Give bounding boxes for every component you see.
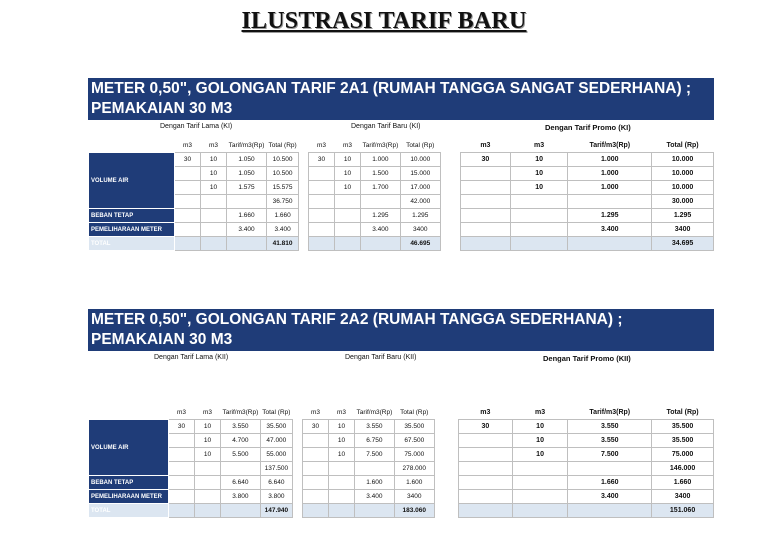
cell-tarif: 3.800: [221, 490, 261, 504]
cell-total: 41.810: [267, 237, 299, 251]
cell-m3a: [303, 490, 329, 504]
cell-m3a: [459, 448, 513, 462]
table-row: [459, 476, 714, 490]
table-row: [309, 209, 441, 223]
cell-m3b: 10: [195, 420, 221, 434]
cell-total: 34.695: [652, 237, 714, 251]
cell-tarif: 1.500: [361, 167, 401, 181]
cell-total: 10.000: [400, 153, 440, 167]
table-row: [459, 490, 714, 504]
cell-m3b: [335, 223, 361, 237]
section-banner: [88, 78, 714, 120]
table-header-row: [303, 406, 435, 420]
cell-tarif: 1.000: [568, 153, 652, 167]
table-row: [459, 420, 714, 434]
cell-m3b: [329, 462, 355, 476]
table-row: [89, 504, 293, 518]
cell-m3b: [335, 195, 361, 209]
cell-m3a: 30: [309, 153, 335, 167]
cell-tarif: 3.550: [568, 420, 652, 434]
column-header-total: Total (Rp): [406, 142, 435, 149]
cell-tarif: 1.295: [361, 209, 401, 223]
cell-tarif: [227, 195, 267, 209]
table-row: [89, 490, 293, 504]
cell-tarif: 3.400: [568, 490, 652, 504]
cell-m3a: [309, 209, 335, 223]
cell-m3a: [303, 462, 329, 476]
cell-m3b: 10: [510, 153, 568, 167]
cell-total: 15.575: [267, 181, 299, 195]
table-row: [89, 476, 293, 490]
table-row: [89, 420, 293, 434]
cell-m3a: [459, 476, 513, 490]
column-header-m3b: m3: [208, 142, 219, 149]
cell-tarif: 3.400: [361, 223, 401, 237]
column-header-m3a: m3: [176, 409, 187, 416]
cell-m3a: [461, 195, 511, 209]
column-header-m3a: m3: [316, 142, 327, 149]
cell-tarif: 3.400: [355, 490, 395, 504]
table-captions: [88, 120, 714, 136]
tariff-table-lama: [88, 139, 299, 251]
cell-total: 10.000: [652, 167, 714, 181]
cell-m3b: [510, 209, 568, 223]
cell-m3a: [303, 476, 329, 490]
caption-tarif-lama: Dengan Tarif Lama (KII): [154, 354, 229, 361]
cell-total: 47.000: [260, 434, 292, 448]
cell-m3a: [459, 504, 513, 518]
tariff-table-promo: [458, 406, 714, 518]
column-header-m3b: m3: [342, 142, 353, 149]
cell-m3a: [461, 167, 511, 181]
cell-total: 3400: [394, 490, 434, 504]
cell-m3a: 30: [461, 153, 511, 167]
cell-total: 55.000: [260, 448, 292, 462]
cell-m3b: [329, 476, 355, 490]
cell-tarif: [355, 462, 395, 476]
row-label-volume-air: VOLUME AIR: [89, 153, 175, 209]
row-label-pemeliharaan: PEMELIHARAAN METER: [89, 223, 175, 237]
cell-m3b: 10: [510, 167, 568, 181]
cell-total: 35.500: [260, 420, 292, 434]
table-captions: [88, 351, 714, 367]
column-header-m3a: m3: [310, 409, 321, 416]
cell-total: 1.660: [652, 476, 714, 490]
row-label-beban: BEBAN TETAP: [89, 209, 175, 223]
cell-tarif: 7.500: [355, 448, 395, 462]
cell-m3b: [512, 490, 568, 504]
cell-tarif: 1.660: [568, 476, 652, 490]
cell-tarif: 3.550: [221, 420, 261, 434]
cell-tarif: 3.400: [227, 223, 267, 237]
table-row: [461, 195, 714, 209]
cell-total: 151.060: [652, 504, 714, 518]
cell-m3b: 10: [510, 181, 568, 195]
cell-total: 1.295: [400, 209, 440, 223]
cell-total: 67.500: [394, 434, 434, 448]
cell-m3a: [169, 490, 195, 504]
cell-m3b: 10: [512, 434, 568, 448]
cell-total: 10.500: [267, 153, 299, 167]
cell-m3b: 10: [329, 420, 355, 434]
cell-m3a: [309, 167, 335, 181]
cell-tarif: 1.000: [568, 181, 652, 195]
cell-m3a: [303, 504, 329, 518]
cell-total: 147.940: [260, 504, 292, 518]
cell-m3b: 10: [201, 181, 227, 195]
cell-m3b: 10: [329, 434, 355, 448]
table-row: [461, 181, 714, 195]
column-header-m3b: m3: [202, 409, 213, 416]
cell-total: 3.400: [267, 223, 299, 237]
cell-total: 10.000: [652, 181, 714, 195]
cell-total: 1.660: [267, 209, 299, 223]
table-row: [89, 237, 299, 251]
table-row: [303, 490, 435, 504]
cell-m3a: 30: [303, 420, 329, 434]
cell-m3a: [461, 209, 511, 223]
cell-total: 183.060: [394, 504, 434, 518]
column-header-m3b: m3: [535, 409, 546, 416]
banner-line-2: PEMAKAIAN 30 M3: [91, 331, 233, 348]
cell-tarif: 5.500: [221, 448, 261, 462]
cell-m3a: [309, 195, 335, 209]
table-row: [303, 420, 435, 434]
cell-m3b: 10: [195, 434, 221, 448]
caption-tarif-promo: Dengan Tarif Promo (KII): [543, 354, 631, 363]
cell-m3b: 10: [512, 448, 568, 462]
row-label-pemeliharaan: PEMELIHARAAN METER: [89, 490, 169, 504]
cell-total: 1.295: [652, 209, 714, 223]
table-header-row: [89, 406, 293, 420]
cell-tarif: 3.550: [568, 434, 652, 448]
cell-m3b: [510, 237, 568, 251]
cell-total: 35.500: [394, 420, 434, 434]
cell-total: 75.000: [394, 448, 434, 462]
banner-line-1: METER 0,50", GOLONGAN TARIF 2A2 (RUMAH TANGGA SEDERHANA) ;: [91, 311, 623, 328]
table-row: [309, 153, 441, 167]
column-header-m3a: m3: [480, 142, 491, 149]
cell-m3a: [309, 181, 335, 195]
cell-total: 10.500: [267, 167, 299, 181]
cell-tarif: [227, 237, 267, 251]
cell-m3b: 10: [201, 167, 227, 181]
table-row: [459, 462, 714, 476]
table-header-row: [459, 406, 714, 420]
cell-total: 17.000: [400, 181, 440, 195]
cell-m3b: [195, 462, 221, 476]
table-row: [89, 153, 299, 167]
cell-m3b: [329, 504, 355, 518]
column-header-total: Total (Rp): [268, 142, 297, 149]
column-header-tarif: Tarif/m3(Rp): [222, 409, 259, 416]
cell-m3a: [169, 462, 195, 476]
cell-m3a: [309, 223, 335, 237]
table-header-row: [461, 139, 714, 153]
cell-tarif: [361, 237, 401, 251]
cell-tarif: 1.600: [355, 476, 395, 490]
column-header-tarif: Tarif/m3(Rp): [589, 409, 631, 416]
cell-total: 3400: [652, 490, 714, 504]
cell-tarif: 1.000: [568, 167, 652, 181]
cell-m3a: [169, 448, 195, 462]
cell-m3a: [175, 167, 201, 181]
cell-m3b: 10: [201, 153, 227, 167]
tariff-section-2a1: [88, 78, 714, 247]
cell-m3b: 10: [329, 448, 355, 462]
cell-total: 35.500: [652, 420, 714, 434]
cell-total: 137.500: [260, 462, 292, 476]
table-row: [303, 476, 435, 490]
section-banner: [88, 309, 714, 351]
table-row: [309, 167, 441, 181]
cell-m3b: [201, 223, 227, 237]
cell-m3b: 10: [335, 167, 361, 181]
cell-m3b: [335, 209, 361, 223]
cell-m3b: 10: [335, 181, 361, 195]
cell-tarif: 1.000: [361, 153, 401, 167]
cell-m3b: [329, 490, 355, 504]
cell-tarif: 1.700: [361, 181, 401, 195]
cell-tarif: 4.700: [221, 434, 261, 448]
cell-total: 75.000: [652, 448, 714, 462]
table-row: [303, 448, 435, 462]
tariff-table-lama: [88, 406, 293, 518]
cell-total: 46.695: [400, 237, 440, 251]
cell-tarif: 1.050: [227, 153, 267, 167]
caption-tarif-promo: Dengan Tarif Promo (KI): [545, 123, 631, 132]
cell-total: 278.000: [394, 462, 434, 476]
cell-m3a: [169, 504, 195, 518]
cell-m3b: [201, 237, 227, 251]
cell-total: 10.000: [652, 153, 714, 167]
cell-tarif: 3.550: [355, 420, 395, 434]
cell-m3a: 30: [459, 420, 513, 434]
page-title: ILUSTRASI TARIF BARU: [241, 8, 527, 34]
cell-m3a: [309, 237, 335, 251]
cell-tarif: 1.050: [227, 167, 267, 181]
cell-tarif: 6.640: [221, 476, 261, 490]
banner-line-2: PEMAKAIAN 30 M3: [91, 100, 233, 117]
cell-m3b: [195, 504, 221, 518]
cell-tarif: 1.295: [568, 209, 652, 223]
table-row: [309, 195, 441, 209]
row-label-volume-air: VOLUME AIR: [89, 420, 169, 476]
caption-tarif-lama: Dengan Tarif Lama (KI): [160, 123, 233, 130]
cell-m3a: [175, 195, 201, 209]
cell-tarif: [568, 462, 652, 476]
cell-m3b: [512, 504, 568, 518]
banner-line-1: METER 0,50", GOLONGAN TARIF 2A1 (RUMAH TANGGA SANGAT SEDERHANA) ;: [91, 80, 692, 97]
cell-tarif: 1.660: [227, 209, 267, 223]
cell-m3a: [459, 434, 513, 448]
tariff-table-baru: [302, 406, 435, 518]
cell-total: 30.000: [652, 195, 714, 209]
table-row: [459, 448, 714, 462]
caption-tarif-baru: Dengan Tarif Baru (KII): [345, 354, 417, 361]
table-row: [89, 209, 299, 223]
cell-m3a: [169, 476, 195, 490]
column-header-total: Total (Rp): [262, 409, 291, 416]
column-header-m3a: m3: [480, 409, 491, 416]
table-row: [303, 504, 435, 518]
table-row: [459, 504, 714, 518]
table-row: [459, 434, 714, 448]
cell-m3a: [175, 223, 201, 237]
cell-m3b: 10: [512, 420, 568, 434]
cell-m3b: [512, 462, 568, 476]
table-row: [461, 237, 714, 251]
cell-m3b: [510, 223, 568, 237]
cell-m3a: [175, 237, 201, 251]
cell-m3a: [175, 209, 201, 223]
cell-tarif: [568, 195, 652, 209]
cell-tarif: [568, 504, 652, 518]
cell-tarif: 3.400: [568, 223, 652, 237]
cell-m3a: 30: [175, 153, 201, 167]
tariff-table-promo: [460, 139, 714, 251]
cell-m3b: [195, 490, 221, 504]
column-header-tarif: Tarif/m3(Rp): [362, 142, 399, 149]
cell-m3a: [169, 434, 195, 448]
cell-m3b: [335, 237, 361, 251]
cell-m3a: [459, 462, 513, 476]
cell-tarif: 1.575: [227, 181, 267, 195]
cell-m3a: [461, 223, 511, 237]
row-label-total: TOTAL: [89, 504, 169, 518]
cell-m3a: [303, 448, 329, 462]
cell-total: 3400: [652, 223, 714, 237]
cell-total: 36.750: [267, 195, 299, 209]
table-row: [303, 462, 435, 476]
cell-m3b: [195, 476, 221, 490]
cell-tarif: [568, 237, 652, 251]
cell-total: 15.000: [400, 167, 440, 181]
cell-total: 3400: [400, 223, 440, 237]
table-row: [461, 153, 714, 167]
cell-tarif: [221, 462, 261, 476]
table-row: [461, 209, 714, 223]
column-header-total: Total (Rp): [400, 409, 429, 416]
column-header-tarif: Tarif/m3(Rp): [228, 142, 265, 149]
cell-m3b: [512, 476, 568, 490]
cell-m3b: 10: [335, 153, 361, 167]
cell-tarif: [355, 504, 395, 518]
table-row: [309, 237, 441, 251]
tariff-table-baru: [308, 139, 441, 251]
table-row: [303, 434, 435, 448]
cell-total: 35.500: [652, 434, 714, 448]
cell-total: 42.000: [400, 195, 440, 209]
cell-total: 1.600: [394, 476, 434, 490]
table-row: [461, 223, 714, 237]
cell-total: 146.000: [652, 462, 714, 476]
cell-m3a: [303, 434, 329, 448]
cell-m3b: [201, 195, 227, 209]
cell-m3a: [461, 181, 511, 195]
table-row: [89, 223, 299, 237]
cell-m3a: [175, 181, 201, 195]
cell-m3a: [459, 490, 513, 504]
table-header-row: [89, 139, 299, 153]
cell-m3a: [461, 237, 511, 251]
cell-tarif: 6.750: [355, 434, 395, 448]
column-header-m3b: m3: [336, 409, 347, 416]
cell-tarif: [361, 195, 401, 209]
column-header-total: Total (Rp): [666, 142, 699, 149]
cell-tarif: 7.500: [568, 448, 652, 462]
column-header-m3a: m3: [182, 142, 193, 149]
row-label-beban: BEBAN TETAP: [89, 476, 169, 490]
row-label-total: TOTAL: [89, 237, 175, 251]
cell-total: 3.800: [260, 490, 292, 504]
tariff-section-2a2: [88, 309, 714, 514]
cell-m3b: [510, 195, 568, 209]
table-row: [461, 167, 714, 181]
cell-m3a: 30: [169, 420, 195, 434]
cell-tarif: [221, 504, 261, 518]
header-spacer: [89, 139, 175, 153]
column-header-m3b: m3: [534, 142, 545, 149]
cell-total: 6.640: [260, 476, 292, 490]
header-spacer: [89, 406, 169, 420]
table-row: [309, 223, 441, 237]
column-header-tarif: Tarif/m3(Rp): [589, 142, 631, 149]
column-header-total: Total (Rp): [666, 409, 699, 416]
column-header-tarif: Tarif/m3(Rp): [356, 409, 393, 416]
table-header-row: [309, 139, 441, 153]
cell-m3b: [201, 209, 227, 223]
caption-tarif-baru: Dengan Tarif Baru (KI): [351, 123, 421, 130]
cell-m3b: 10: [195, 448, 221, 462]
table-row: [309, 181, 441, 195]
